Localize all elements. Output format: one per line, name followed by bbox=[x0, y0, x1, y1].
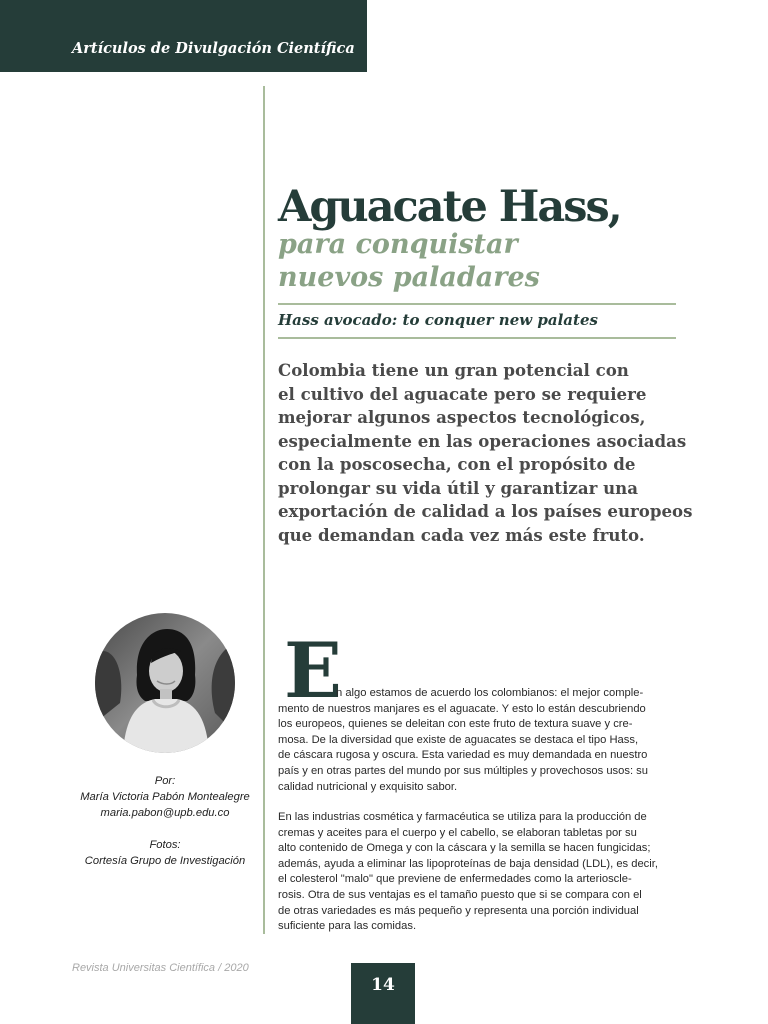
body-line: de otras variedades es más pequeño y representa una porción individual bbox=[278, 904, 639, 917]
body-line: país y en otras partes del mundo por sus múltiples y provechosos usos: su bbox=[278, 764, 648, 777]
body-line: n algo estamos de acuerdo los colombianos: el mejor comple- bbox=[336, 687, 644, 699]
body-paragraph-1 bbox=[278, 686, 676, 795]
lead-line: con la poscosecha, con el propósito de bbox=[278, 454, 636, 474]
lead-line: Colombia tiene un gran potencial con bbox=[278, 360, 629, 380]
body-line: el colesterol "malo" que previene de enfermedades como la arterioscle- bbox=[278, 873, 632, 886]
author-name: María Victoria Pabón Montealegre bbox=[80, 791, 250, 803]
drop-cap: E bbox=[284, 626, 338, 715]
title-rule-bottom bbox=[278, 337, 676, 339]
body-line: mosa. De la diversidad que existe de aguacates se destaca el tipo Hass, bbox=[278, 733, 639, 746]
body-line: En las industrias cosmética y farmacéutica se utiliza para la producción de bbox=[278, 811, 647, 823]
body-line: de cáscara rugosa y oscura. Esta variedad es muy demandada en nuestro bbox=[278, 749, 648, 762]
body-paragraph-2 bbox=[278, 810, 676, 935]
photos-credit: Cortesía Grupo de Investigación bbox=[84, 855, 246, 867]
lead-line: mejorar algunos aspectos tecnológicos, bbox=[278, 407, 646, 427]
section-header-band bbox=[0, 0, 367, 72]
lead-line: prolongar su vida útil y garantizar una bbox=[278, 477, 638, 498]
article-title: Aguacate Hass, bbox=[278, 182, 621, 232]
body-line: además, ayuda a eliminar las lipoproteínas de baja densidad (LDL), es decir, bbox=[278, 857, 658, 870]
lead-line: que demandan cada vez más este fruto. bbox=[278, 524, 645, 545]
author-email: maria.pabon@upb.edu.co bbox=[100, 807, 230, 819]
photos-label: Fotos: bbox=[149, 839, 181, 851]
body-line: los europeos, quienes se deleitan con este fruto de textura suave y cre- bbox=[278, 718, 633, 731]
journal-footer: Revista Universitas Científica / 2020 bbox=[72, 962, 249, 974]
body-line: rosis. Otra de sus ventajas es el tamaño puesto que si se compara con el bbox=[278, 888, 642, 901]
subtitle-line: para conquistar bbox=[278, 229, 518, 260]
lead-line: especialmente en las operaciones asociadas bbox=[278, 430, 687, 451]
author-portrait-icon bbox=[95, 613, 235, 753]
body-line: alto contenido de Omega y con la cáscara y la semilla se hacen fungicidas; bbox=[278, 842, 651, 855]
lead-line: exportación de calidad a los países europeos bbox=[278, 501, 693, 521]
body-line: suficiente para las comidas. bbox=[278, 920, 417, 933]
body-line: cremas y aceites para el cuerpo y el cabello, se elaboran tabletas por su bbox=[278, 826, 637, 839]
body-line: calidad nutricional y exquisito sabor. bbox=[278, 780, 458, 793]
page-number: 14 bbox=[351, 963, 415, 1024]
subtitle-line: nuevos paladares bbox=[278, 262, 540, 293]
by-label: Por: bbox=[154, 775, 176, 787]
lead-paragraph bbox=[278, 359, 693, 547]
english-title: Hass avocado: to conquer new palates bbox=[278, 311, 598, 329]
lead-line: el cultivo del aguacate pero se requiere bbox=[278, 383, 647, 404]
author-byline bbox=[60, 773, 270, 869]
body-line: mento de nuestros manjares es el aguacate. Y esto lo están descubriendo bbox=[278, 702, 646, 715]
author-photo bbox=[95, 613, 235, 753]
article-subtitle bbox=[278, 228, 540, 294]
title-rule-top bbox=[278, 303, 676, 305]
section-header-title: Artículos de Divulgación Científica bbox=[72, 40, 355, 57]
